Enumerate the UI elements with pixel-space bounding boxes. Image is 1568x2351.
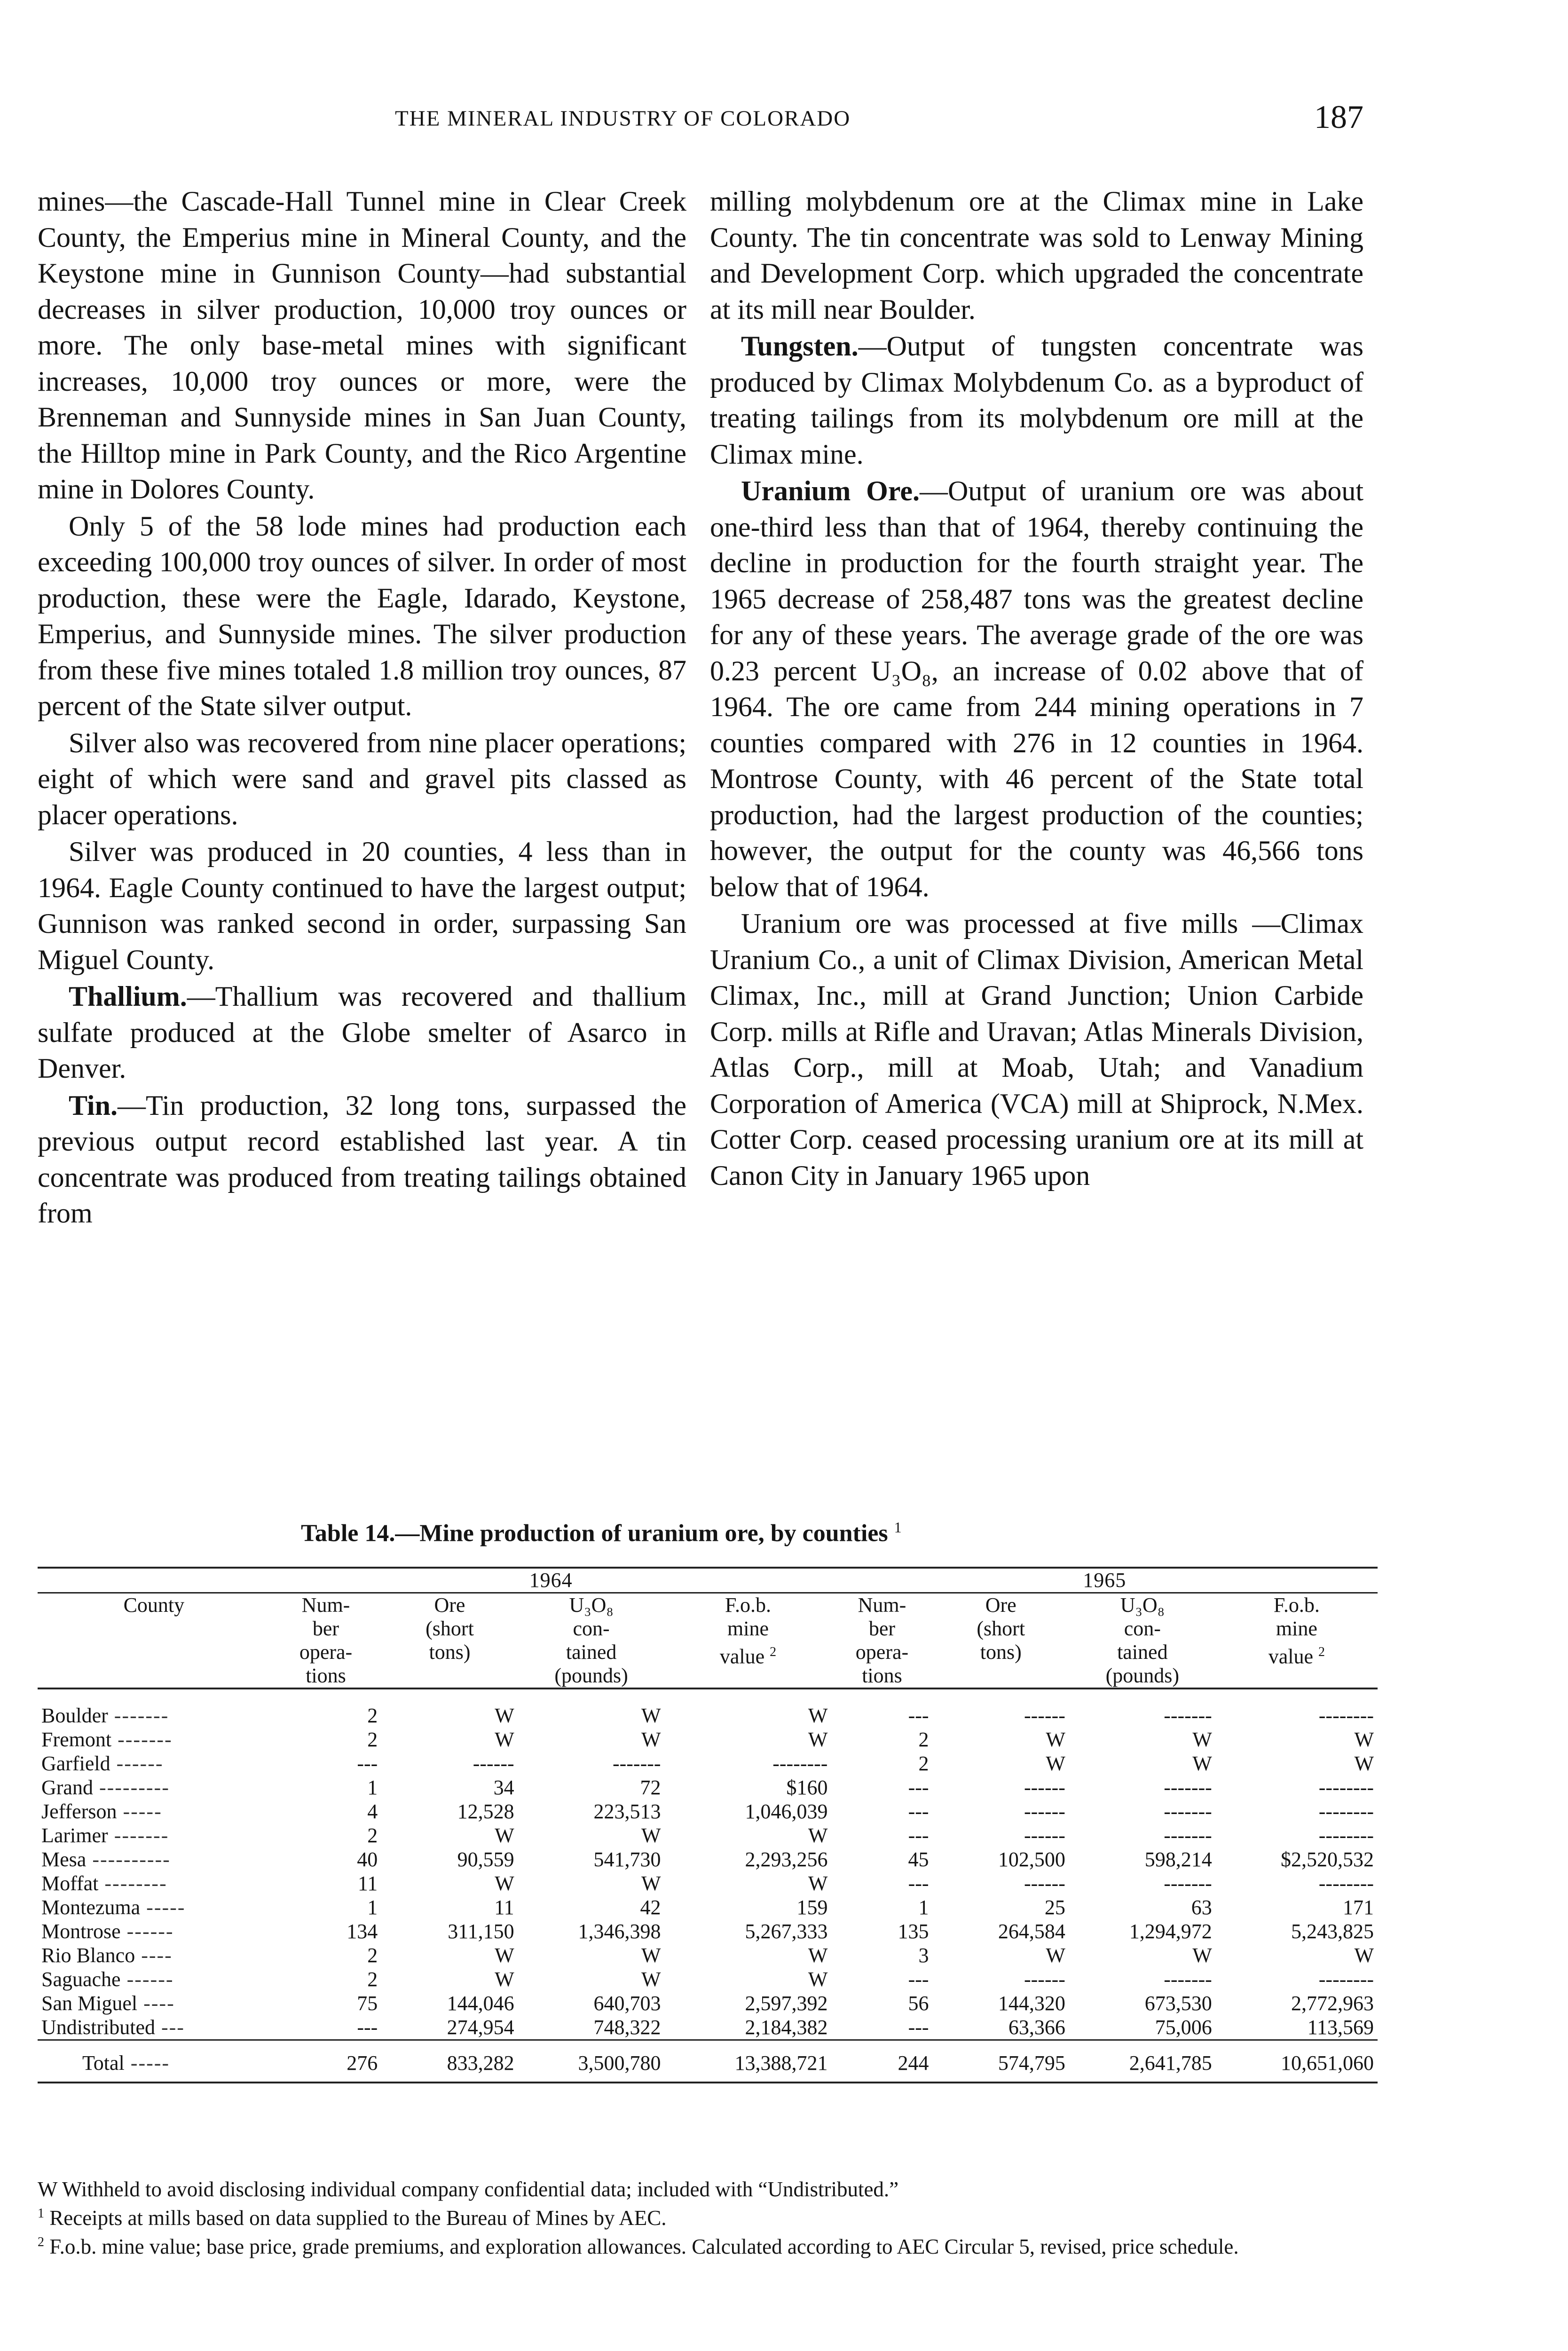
number-of-operations-header-line: Num- [301, 1594, 350, 1617]
u3o8-1964-cell: W [641, 1943, 661, 1967]
u3o8-1965-cell: 1,294,972 [1129, 1919, 1212, 1943]
value-1965-cell: -------- [1318, 1967, 1374, 1991]
operations-1965-cell: --- [908, 1704, 929, 1727]
table-row [38, 1943, 1378, 1967]
ore-1964-cell: 12,528 [457, 1799, 514, 1823]
dot-leader: --- [155, 2015, 185, 2039]
table-row [38, 1967, 1378, 1991]
fob-mine-value-header-line: F.o.b. [1273, 1594, 1320, 1617]
fob-mine-value-header-line: mine [727, 1617, 769, 1640]
fob-footnote-mark: 2 [1318, 1645, 1325, 1659]
operations-1965-cell: 135 [898, 1919, 929, 1943]
ore-1964-cell: W [495, 1967, 514, 1991]
total-ore-1965-cell: 574,795 [933, 2040, 1069, 2083]
u3o8-1964-cell: 223,513 [593, 1799, 661, 1823]
table-row [38, 1991, 1378, 2015]
value-1964-cell: W [808, 1943, 828, 1967]
county-cell [38, 2015, 270, 2040]
note-2 [38, 2230, 1392, 2259]
u3o8-1964-cell: 72 [640, 1775, 661, 1799]
dot-leader: ----- [117, 1799, 162, 1823]
u3o8-contained-header-1965 [1069, 1593, 1216, 1689]
ore-short-tons-header-line: Ore [434, 1594, 465, 1617]
table-title-footnote-mark: 1 [894, 1519, 902, 1536]
dot-leader: -------- [98, 1871, 167, 1895]
dot-leader: ----- [140, 1895, 186, 1919]
county-name: Fremont [41, 1728, 112, 1751]
note-2-mark: 2 [38, 2235, 44, 2249]
county-cell [38, 1895, 270, 1919]
number-of-operations-header-line: tions [306, 1664, 346, 1687]
county-cell [38, 1799, 270, 1823]
u3o8-contained-header-line: tained [566, 1641, 617, 1664]
u3o8-1964-cell: W [641, 1823, 661, 1847]
dot-leader: --------- [93, 1775, 170, 1799]
left-paragraph-text: —Thallium was recovered and thallium sulfate produced at the Globe smelter of Asarco in Denver. [38, 981, 686, 1084]
operations-1964-cell: 1 [367, 1895, 378, 1919]
value-1964-cell: $160 [786, 1775, 828, 1799]
value-1965-cell: 5,243,825 [1291, 1919, 1374, 1943]
dot-leader: ------ [120, 1919, 174, 1943]
ore-1964-cell: 34 [493, 1775, 514, 1799]
value-1965-cell: 2,772,963 [1291, 1991, 1374, 2015]
operations-1964-cell: 75 [357, 1991, 378, 2015]
ore-1964-cell: 90,559 [457, 1847, 514, 1871]
operations-1964-cell: 2 [367, 1823, 378, 1847]
fob-mine-value-header-line: mine [1276, 1617, 1317, 1640]
county-cell [38, 1919, 270, 1943]
ore-short-tons-header-line: Ore [985, 1594, 1016, 1617]
table-row [38, 1728, 1378, 1751]
table-row [38, 1751, 1378, 1775]
ore-1965-cell: ------ [1024, 1775, 1065, 1799]
left-paragraph [38, 834, 686, 978]
value-1964-cell: W [808, 1871, 828, 1895]
ore-1964-cell: 311,150 [448, 1919, 514, 1943]
operations-1964-cell: 2 [367, 1728, 378, 1751]
value-1964-cell: W [808, 1728, 828, 1751]
county-name: Larimer [41, 1823, 108, 1847]
ore-1965-cell: ------ [1024, 1967, 1065, 1991]
total-label: Total [82, 2051, 125, 2075]
ore-1965-cell: ------ [1024, 1823, 1065, 1847]
ore-1964-cell: W [495, 1704, 514, 1727]
operations-1965-cell: 1 [918, 1895, 929, 1919]
u3o8-1964-cell: W [641, 1871, 661, 1895]
page-number: 187 [1314, 99, 1363, 135]
u3o8-1965-cell: W [1192, 1943, 1212, 1967]
fob-mine-value-header-line: value [1268, 1645, 1314, 1668]
operations-1964-cell: 1 [367, 1775, 378, 1799]
right-paragraph [710, 183, 1363, 327]
table-title-text: Table 14.—Mine production of uranium ore, by counties [301, 1520, 888, 1547]
number-of-operations-header-1965 [831, 1593, 932, 1689]
county-name: Montrose [41, 1919, 121, 1943]
total-value-1965-cell: 10,651,060 [1216, 2040, 1378, 2083]
total-row [38, 2040, 1378, 2083]
operations-1964-cell: --- [357, 1751, 378, 1775]
ore-1964-cell: W [495, 1728, 514, 1751]
ore-1965-cell: W [1046, 1751, 1065, 1775]
value-1964-cell: 5,267,333 [745, 1919, 828, 1943]
value-1965-cell: -------- [1318, 1871, 1374, 1895]
total-value-1964-cell: 13,388,721 [665, 2040, 832, 2083]
left-paragraph-text: Silver also was recovered from nine placer operations; eight of which were sand and gravel pits classed as placer operations. [38, 727, 686, 830]
ore-1965-cell: 102,500 [998, 1847, 1065, 1871]
number-of-operations-header-line: opera- [299, 1641, 353, 1664]
right-paragraph-text: Uranium ore was processed at five mills —Climax Uranium Co., a unit of Climax Division, American Metal Climax, Inc., mill at Grand Junction; Union Carbide Corp. mills at Rifle and Uravan; Atlas Minerals Division, Atlas Corp., mill at Moab, Utah; and Vanadium Corporation of America (VCA) mill at Shiprock, N.Mex. Cotter Corp. ceased processing uranium ore at its mill at Canon City in January 1965 upon [710, 908, 1363, 1191]
value-1964-cell: -------- [772, 1751, 828, 1775]
operations-1965-cell: --- [908, 1967, 929, 1991]
county-cell [38, 1775, 270, 1799]
ore-1965-cell: ------ [1024, 1799, 1065, 1823]
dot-leader: ------- [111, 1728, 173, 1751]
value-1964-cell: 159 [796, 1895, 828, 1919]
u3o8-1965-cell: 63 [1191, 1895, 1212, 1919]
note-1 [38, 2201, 1392, 2230]
u3o8-1964-cell: 42 [640, 1895, 661, 1919]
u3o8-1964-cell: W [641, 1967, 661, 1991]
county-cell [38, 1688, 270, 1728]
dot-leader: ---- [137, 1991, 175, 2015]
u3o8-1964-cell: 748,322 [593, 2015, 661, 2039]
u3o8-1965-cell: W [1192, 1751, 1212, 1775]
table-body [38, 1688, 1378, 2083]
note-2-text: F.o.b. mine value; base price, grade premiums, and exploration allowances. Calculated according to AEC Circular 5, revised, price schedule. [49, 2235, 1239, 2258]
county-cell [38, 1823, 270, 1847]
operations-1965-cell: --- [908, 1871, 929, 1895]
u3o8-1964-cell: 1,346,398 [578, 1919, 661, 1943]
fob-mine-value-header-line: F.o.b. [725, 1594, 771, 1617]
note-withheld: W Withheld to avoid disclosing individual company confidential data; included with “Undistributed.” [38, 2177, 899, 2201]
county-column-header: County [38, 1593, 270, 1689]
table-row [38, 1775, 1378, 1799]
u3o8-1965-cell: 673,530 [1144, 1991, 1212, 2015]
county-name: San Miguel [41, 1991, 138, 2015]
value-1965-cell: W [1354, 1728, 1374, 1751]
left-paragraph [38, 183, 686, 507]
u3o8-1964-cell: ------- [612, 1751, 661, 1775]
total-u3o8-1964-cell: 3,500,780 [518, 2040, 665, 2083]
right-paragraph-text: —Output of tungsten concentrate was produced by Climax Molybdenum Co. as a byproduct of treating tailings from its molybdenum ore mill at the Climax mine. [710, 331, 1363, 470]
ore-1964-cell: 11 [494, 1895, 514, 1919]
u3o8-1965-cell: ------- [1164, 1823, 1212, 1847]
dot-leader: ---- [135, 1943, 173, 1967]
county-name: Undistributed [41, 2015, 155, 2039]
left-paragraph-text: Only 5 of the 58 lode mines had production each exceeding 100,000 troy ounces of silver. In order of most production, these were the Eagle, Idarado, Keystone, Emperius, and Sunnyside mines. The silver production from these five mines totaled 1.8 million troy ounces, 87 percent of the State silver output. [38, 510, 686, 721]
year-header-row [38, 1568, 1378, 1593]
number-of-operations-header-line: Num- [858, 1594, 906, 1617]
operations-1965-cell: --- [908, 1799, 929, 1823]
county-cell [38, 1847, 270, 1871]
operations-1964-cell: 2 [367, 1943, 378, 1967]
u3o8-1964-cell: W [641, 1704, 661, 1727]
value-1964-cell: 2,597,392 [745, 1991, 828, 2015]
dot-leader: ------ [120, 1967, 174, 1991]
total-ore-1964-cell: 833,282 [381, 2040, 518, 2083]
ore-1965-cell: W [1046, 1728, 1065, 1751]
value-1965-cell: -------- [1318, 1775, 1374, 1799]
year-1965-header: 1965 [831, 1568, 1378, 1593]
u3o8-contained-header-line: tained [1117, 1641, 1168, 1664]
u3o8-1965-cell: ------- [1164, 1775, 1212, 1799]
value-1964-cell: 2,293,256 [745, 1847, 828, 1871]
county-cell [38, 1943, 270, 1967]
left-paragraph [38, 508, 686, 724]
ore-1964-cell: W [495, 1871, 514, 1895]
table-row [38, 1919, 1378, 1943]
number-of-operations-header-line: opera- [855, 1641, 909, 1664]
number-of-operations-header-1964 [270, 1593, 382, 1689]
u3o8-1964-cell: W [641, 1728, 661, 1751]
dot-leader: ---------- [86, 1847, 171, 1871]
u3o8-1965-cell: ------- [1164, 1871, 1212, 1895]
total-label-cell [38, 2040, 270, 2083]
county-name: Moffat [41, 1871, 99, 1895]
year-header-spacer [38, 1568, 270, 1593]
right-runin-heading: Uranium Ore. [741, 475, 920, 506]
u3o8-1964-cell: 640,703 [593, 1991, 661, 2015]
value-1964-cell: 2,184,382 [745, 2015, 828, 2039]
county-name: Rio Blanco [41, 1943, 135, 1967]
left-paragraph-text: mines—the Cascade-Hall Tunnel mine in Clear Creek County, the Emperius mine in Mineral County, and the Keystone mine in Gunnison County—had substantial decreases in silver production, 10,000 troy ounces or more. The only base-metal mines with significant increases, 10,000 troy ounces or more, were the Brenneman and Sunnyside mines in San Juan County, the Hilltop mine in Park County, and the Rico Argentine mine in Dolores County. [38, 186, 686, 505]
county-cell [38, 1967, 270, 1991]
u3o8-1965-cell: ------- [1164, 1704, 1212, 1727]
u3o8-1965-cell: 75,006 [1155, 2015, 1212, 2039]
number-of-operations-header-line: ber [312, 1617, 339, 1640]
value-1965-cell: 171 [1343, 1895, 1374, 1919]
operations-1965-cell: 45 [908, 1847, 929, 1871]
note-1-text: Receipts at mills based on data supplied to the Bureau of Mines by AEC. [49, 2206, 667, 2230]
ore-1964-cell: W [495, 1823, 514, 1847]
number-of-operations-header-line: tions [862, 1664, 902, 1687]
u3o8-1965-cell: 598,214 [1144, 1847, 1212, 1871]
value-1965-cell: -------- [1318, 1704, 1374, 1727]
ore-1964-cell: W [495, 1943, 514, 1967]
dot-leader: ------ [110, 1751, 164, 1775]
value-1964-cell: 1,046,039 [745, 1799, 828, 1823]
right-paragraph-text: —Output of uranium ore was about one-third less than that of 1964, thereby continuing the decline in production for the fourth straight year. The 1965 decrease of 258,487 tons was the greatest decline for any of these years. The average grade of the ore was 0.23 percent U₃O₈, an increase of 0.02 above that of 1964. The ore came from 244 mining operations in 7 counties compared with 276 in 12 counties in 1964. Montrose County, with 46 percent of the State total production, had the largest production of the counties; however, the output for the county was 46,566 tons below that of 1964. [710, 475, 1363, 902]
u3o8-1965-cell: W [1192, 1728, 1212, 1751]
value-1964-cell: W [808, 1967, 828, 1991]
operations-1965-cell: 2 [918, 1728, 929, 1751]
ore-short-tons-header-line: (short [425, 1617, 474, 1640]
table-row [38, 1871, 1378, 1895]
operations-1965-cell: --- [908, 1823, 929, 1847]
fob-mine-value-header-1964 [665, 1593, 832, 1689]
u3o8-contained-header-1964 [518, 1593, 665, 1689]
left-runin-heading: Thallium. [69, 981, 187, 1012]
column-header-row [38, 1593, 1378, 1689]
county-name: Montezuma [41, 1895, 141, 1919]
operations-1965-cell: 2 [918, 1751, 929, 1775]
county-name: Saguache [41, 1967, 121, 1991]
county-cell [38, 1728, 270, 1751]
county-name: Grand [41, 1775, 93, 1799]
operations-1964-cell: 11 [357, 1871, 378, 1895]
county-name: Garfield [41, 1751, 110, 1775]
operations-1965-cell: 56 [908, 1991, 929, 2015]
county-cell [38, 1751, 270, 1775]
left-paragraph-text: Silver was produced in 20 counties, 4 less than in 1964. Eagle County continued to have the largest output; Gunnison was ranked second in order, surpassing San Miguel County. [38, 836, 686, 975]
value-1965-cell: W [1354, 1943, 1374, 1967]
value-1965-cell: 113,569 [1307, 2015, 1374, 2039]
left-paragraph [38, 725, 686, 833]
table-notes [38, 2177, 1392, 2259]
table-row [38, 1895, 1378, 1919]
table-row [38, 1799, 1378, 1823]
uranium-production-table [38, 1567, 1378, 2083]
value-1964-cell: W [808, 1823, 828, 1847]
fob-mine-value-header-line: value [719, 1645, 765, 1668]
u3o8-contained-header-line: U₃O₈ [569, 1594, 614, 1617]
ore-1965-cell: ------ [1024, 1704, 1065, 1727]
county-cell [38, 1991, 270, 2015]
county-name: Boulder [41, 1704, 108, 1727]
value-1965-cell: -------- [1318, 1799, 1374, 1823]
u3o8-contained-header-line: (pounds) [1105, 1664, 1180, 1687]
ore-short-tons-header-1965 [933, 1593, 1069, 1689]
ore-1965-cell: 63,366 [1008, 2015, 1065, 2039]
dot-leader: ------- [108, 1823, 169, 1847]
u3o8-contained-header-line: U₃O₈ [1120, 1594, 1165, 1617]
county-cell [38, 1871, 270, 1895]
ore-1964-cell: ------ [473, 1751, 514, 1775]
right-paragraph-text: milling molybdenum ore at the Climax mine in Lake County. The tin concentrate was sold to Lenway Mining and Development Corp. which upgraded the concentrate at its mill near Boulder. [710, 186, 1363, 325]
operations-1965-cell: 3 [918, 1943, 929, 1967]
ore-1965-cell: W [1046, 1943, 1065, 1967]
left-paragraph [38, 978, 686, 1087]
operations-1964-cell: 2 [367, 1967, 378, 1991]
ore-1965-cell: 25 [1044, 1895, 1065, 1919]
table-title [301, 1519, 1382, 1547]
right-paragraph [710, 328, 1363, 472]
total-operations-1964-cell: 276 [270, 2040, 382, 2083]
operations-1964-cell: 4 [367, 1799, 378, 1823]
operations-1964-cell: 40 [357, 1847, 378, 1871]
county-name: Mesa [41, 1847, 87, 1871]
county-name: Jefferson [41, 1799, 117, 1823]
operations-1965-cell: --- [908, 2015, 929, 2039]
u3o8-1965-cell: ------- [1164, 1799, 1212, 1823]
table-row [38, 2015, 1378, 2040]
total-u3o8-1965-cell: 2,641,785 [1069, 2040, 1216, 2083]
operations-1964-cell: 2 [367, 1704, 378, 1727]
ore-1965-cell: ------ [1024, 1871, 1065, 1895]
year-1964-header: 1964 [270, 1568, 832, 1593]
operations-1964-cell: 134 [347, 1919, 378, 1943]
u3o8-1964-cell: 541,730 [593, 1847, 661, 1871]
dot-leader: ------- [108, 1704, 169, 1727]
right-paragraph [710, 473, 1363, 905]
dot-leader: ----- [124, 2051, 170, 2075]
ore-short-tons-header-line: tons) [429, 1641, 471, 1664]
left-paragraph-text: —Tin production, 32 long tons, surpassed the previous output record established last year. A tin concentrate was produced from treating tailings obtained from [38, 1089, 686, 1229]
ore-short-tons-header-line: tons) [980, 1641, 1022, 1664]
operations-1964-cell: --- [357, 2015, 378, 2039]
value-1964-cell: W [808, 1704, 828, 1727]
number-of-operations-header-line: ber [868, 1617, 896, 1640]
total-operations-1965-cell: 244 [831, 2040, 932, 2083]
fob-footnote-mark: 2 [770, 1645, 777, 1659]
right-runin-heading: Tungsten. [741, 331, 859, 362]
left-text-column [38, 183, 686, 1231]
u3o8-contained-header-line: (pounds) [554, 1664, 628, 1687]
value-1965-cell: W [1354, 1751, 1374, 1775]
ore-1965-cell: 264,584 [998, 1919, 1065, 1943]
ore-1964-cell: 274,954 [447, 2015, 514, 2039]
table-row [38, 1688, 1378, 1728]
right-text-column [710, 183, 1363, 1193]
u3o8-contained-header-line: con- [1124, 1617, 1161, 1640]
ore-1965-cell: 144,320 [998, 1991, 1065, 2015]
right-paragraph [710, 906, 1363, 1193]
table-row [38, 1847, 1378, 1871]
table-row [38, 1823, 1378, 1847]
fob-mine-value-header-1965 [1216, 1593, 1378, 1689]
ore-short-tons-header-1964 [381, 1593, 518, 1689]
value-1965-cell: -------- [1318, 1823, 1374, 1847]
ore-1964-cell: 144,046 [447, 1991, 514, 2015]
running-title: THE MINERAL INDUSTRY OF COLORADO [395, 106, 851, 131]
u3o8-contained-header-line: con- [573, 1617, 610, 1640]
operations-1965-cell: --- [908, 1775, 929, 1799]
left-paragraph [38, 1088, 686, 1231]
note-1-mark: 1 [38, 2206, 44, 2221]
value-1965-cell: $2,520,532 [1281, 1847, 1374, 1871]
ore-short-tons-header-line: (short [977, 1617, 1025, 1640]
u3o8-1965-cell: ------- [1164, 1967, 1212, 1991]
left-runin-heading: Tin. [69, 1089, 118, 1121]
